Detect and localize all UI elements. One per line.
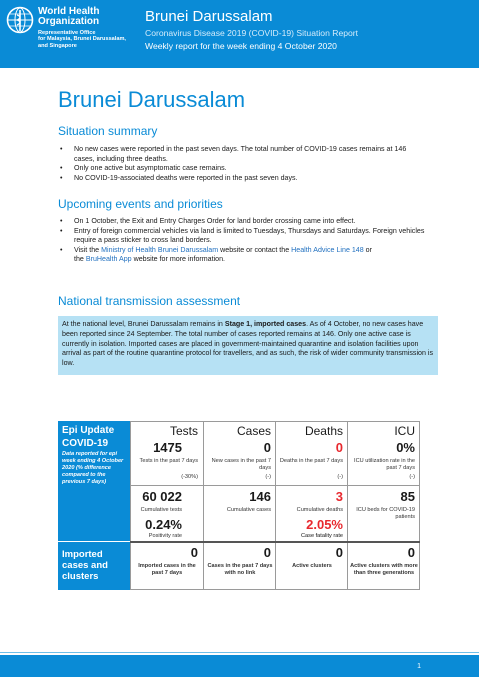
icu-diff: (-): [409, 474, 415, 480]
situation-list: [58, 145, 428, 183]
events-heading: Upcoming events and priorities: [58, 197, 223, 211]
events-bullet: [58, 246, 428, 265]
office-line-2: for Malaysia, Brunei Darussalam,: [38, 36, 126, 43]
situation-bullet: • Only one active but asymptomatic case remains.: [58, 164, 428, 174]
assessment-box: [58, 316, 438, 375]
assessment-stage: Stage 1, imported cases: [224, 320, 307, 328]
imported-cell: [58, 542, 130, 590]
header-week: Weekly report for the week ending 4 October 2020: [145, 41, 337, 51]
tests-label: Tests in the past 7 days: [139, 458, 198, 464]
bullet-text: Visit the: [74, 245, 102, 254]
bruhealth-link[interactable]: BruHealth App: [85, 255, 132, 264]
cumulative-cases-value: 146: [249, 489, 271, 504]
tests-diff: (-30%): [181, 474, 198, 480]
org-name-text: World Health Organization: [38, 6, 100, 27]
bullet-text: or: [363, 245, 372, 254]
events-bullet: • On 1 October, the Exit and Entry Charges Order for land border crossing came into effect.: [58, 217, 428, 227]
deaths-diff: (-): [337, 474, 343, 480]
assessment-heading: National transmission assessment: [58, 294, 241, 308]
health-advice-link[interactable]: Health Advice Line 148: [291, 245, 364, 254]
col-tests: Tests: [169, 424, 198, 438]
epi-update-cell: [58, 421, 130, 541]
cases-value: 0: [263, 440, 271, 455]
positivity-value: 0.24%: [145, 517, 182, 532]
cases-diff: (-): [265, 474, 271, 480]
col-deaths: Deaths: [304, 424, 343, 438]
who-office: [38, 30, 126, 49]
office-line-1: Representative Office: [38, 30, 96, 36]
grid-line: [130, 541, 420, 543]
imported-cases-label: Imported cases in the past 7 days: [138, 563, 196, 576]
office-line-3: and Singapore: [38, 42, 77, 49]
cumulative-cases-label: Cumulative cases: [226, 507, 271, 513]
epi-title: COVID-19: [62, 438, 109, 449]
cumulative-deaths-value: 3: [335, 489, 343, 504]
situation-bullet: • No new cases were reported in the past seven days. The total number of COVID-19 cases remains at 146 cases, including three deaths.: [58, 145, 428, 164]
epi-update-table: [58, 421, 420, 590]
events-bullet: • Entry of foreign commercial vehicles via land is limited to Tuesdays, Thursdays and Saturdays. Foreign vehicles require a pass sticker to cross land borders.: [58, 227, 428, 246]
grid-line: [130, 421, 131, 590]
header-subtitle: Coronavirus Disease 2019 (COVID-19) Situation Report: [145, 28, 359, 38]
page-title: Brunei Darussalam: [58, 87, 246, 112]
positivity-label: Positivity rate: [148, 533, 182, 539]
grid-line: [130, 485, 420, 486]
icu-label: ICU utilization rate in the past 7 days: [354, 458, 415, 471]
grid-line: [203, 421, 204, 590]
report-header: [0, 0, 479, 68]
imported-title: Imported cases and clusters: [62, 549, 108, 582]
grid-line: [130, 589, 420, 590]
grid-line: [419, 421, 420, 590]
cfr-label: Case fatality rate: [301, 533, 343, 539]
col-cases: Cases: [236, 424, 271, 438]
col-icu: ICU: [394, 424, 415, 438]
unlinked-cases-label: Cases in the past 7 days with no link: [207, 563, 273, 576]
imported-cases-value: 0: [190, 545, 198, 560]
multi-gen-clusters-value: 0: [407, 545, 415, 560]
grid-line: [347, 421, 348, 590]
assessment-text: . As of 4 October, no new cases have been reported since 24 September. The total number of cases reported remains at 146. Only one active case is currently in isolation. Imported cases are placed in government-maintained quarantine and isolation facilities upon arrival as part of the routine quarantine protocol for travellers, and as such, the risk of wider community transmission is low.: [62, 320, 434, 368]
deaths-value: 0: [335, 440, 343, 455]
grid-line: [275, 421, 276, 590]
tests-value: 1475: [153, 440, 182, 455]
epi-title: Epi Update: [62, 425, 115, 436]
cfr-value: 2.05%: [306, 517, 343, 532]
bullet-text: the: [74, 255, 86, 264]
cumulative-tests-label: Cumulative tests: [140, 507, 182, 513]
unlinked-cases-value: 0: [263, 545, 271, 560]
bullet-text: website for more information.: [131, 255, 226, 264]
cumulative-deaths-label: Cumulative deaths: [296, 507, 343, 513]
active-clusters-value: 0: [335, 545, 343, 560]
situation-bullet: • No COVID-19-associated deaths were reported in the past seven days.: [58, 174, 428, 184]
who-org-name: [38, 7, 118, 27]
situation-heading: Situation summary: [58, 124, 158, 138]
icu-value: 0%: [396, 440, 415, 455]
page-number: 1: [417, 663, 421, 670]
moh-link[interactable]: Ministry of Health Brunei Darussalam: [101, 245, 219, 254]
cases-label: New cases in the past 7 days: [211, 458, 271, 471]
multi-gen-clusters-label: Active clusters with more than three generations: [350, 563, 418, 576]
footer-band: [0, 655, 479, 677]
deaths-label: Deaths in the past 7 days: [279, 458, 343, 464]
epi-note: Data reported for epi week ending 4 October 2020 (% difference compared to the previous 7 days): [62, 451, 124, 485]
icu-beds-label: ICU beds for COVID-19 patients: [356, 507, 415, 520]
assessment-text: At the national level, Brunei Darussalam remains in: [62, 320, 225, 328]
header-title: Brunei Darussalam: [145, 8, 273, 25]
icu-beds-value: 85: [400, 489, 415, 504]
grid-line: [130, 421, 420, 422]
bullet-text: website or contact the: [218, 245, 292, 254]
events-list: [58, 217, 428, 265]
who-emblem-icon: [6, 6, 34, 34]
footer-divider: [0, 652, 479, 653]
active-clusters-label: Active clusters: [292, 563, 332, 569]
cumulative-tests-value: 60 022: [142, 489, 182, 504]
